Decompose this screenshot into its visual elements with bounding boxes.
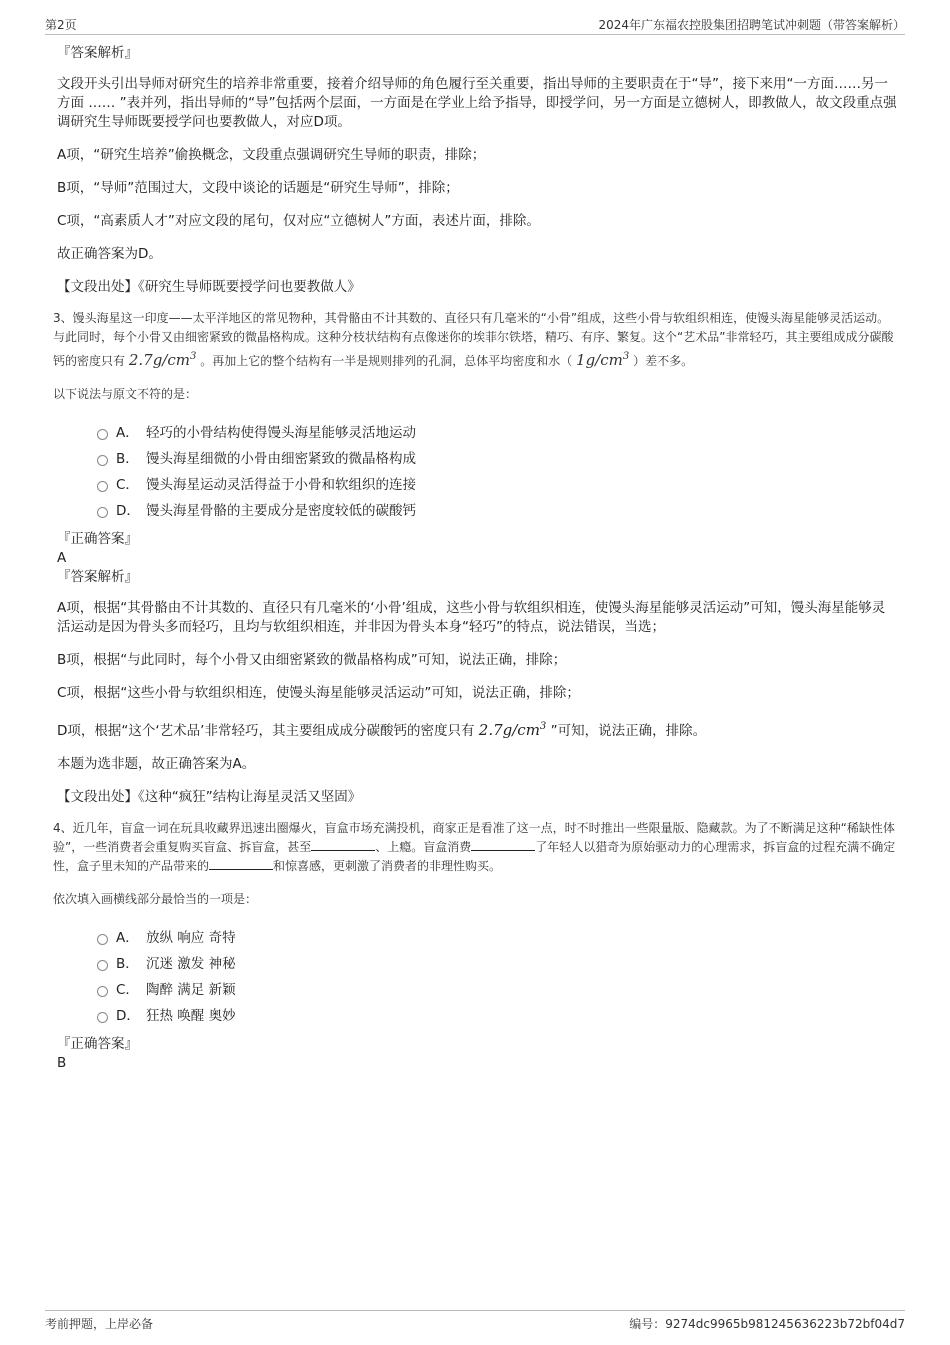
source-citation: 【文段出处】《研究生导师既要授学问也要教做人》 <box>57 279 361 295</box>
analysis-label: 『答案解析』 <box>57 569 138 585</box>
radio-icon[interactable] <box>97 507 108 518</box>
question-stem: 4、近几年，盲盒一词在玩具收藏界迅速出圈爆火，盲盒市场充满投机，商家正是看准了这一点，时不时推出一些限量版、隐藏款。为了不断满足这种“稀缺性体验”，一些消费者会重复购买盲盒、拆盲盒，甚至 、上瘾。盲盒消费 了年轻人以猎奇为原始驱动力的心理需求，拆盲盒的过程充满不确定性，盒子里未知的产品带来的 和惊喜感，更刺激了消费者的非理性购买。 <box>53 821 896 873</box>
analysis-option-c: C项，“高素质人才”对应文段的尾句，仅对应“立德树人”方面，表述片面，排除。 <box>57 213 540 229</box>
analysis-option-c: C项，根据“这些小骨与软组织相连，使馒头海星能够灵活运动”可知，说法正确，排除； <box>57 685 580 701</box>
document-code: 编号：9274dc9965b981245636223b72bf04d7 <box>629 1317 905 1331</box>
correct-answer-label: 『正确答案』 <box>57 1036 138 1052</box>
page-number: 第2页 <box>45 18 77 32</box>
radio-icon[interactable] <box>97 934 108 945</box>
option-a[interactable]: A． 放纵 响应 奇特 <box>97 923 898 949</box>
page-footer <box>45 1310 905 1333</box>
option-b[interactable]: B． 馒头海星细微的小骨由细密紧致的微晶格构成 <box>97 444 898 470</box>
document-title: 2024年广东福农控股集团招聘笔试冲刺题（带答案解析） <box>598 18 905 32</box>
fill-blank-3[interactable] <box>209 857 273 870</box>
option-d[interactable]: D． 馒头海星骨骼的主要成分是密度较低的碳酸钙 <box>97 496 898 522</box>
option-list <box>97 923 898 1027</box>
analysis-option-a: A项，“研究生培养”偷换概念，文段重点强调研究生导师的职责，排除； <box>57 147 486 163</box>
density-formula: $2.7g/cm^3$ <box>478 721 547 739</box>
radio-icon[interactable] <box>97 455 108 466</box>
analysis-label: 『答案解析』 <box>57 45 138 61</box>
question-prompt: 依次填入画横线部分最恰当的一项是： <box>53 892 258 906</box>
correct-answer: B <box>57 1055 67 1071</box>
density-formula: $2.7g/cm^3$ <box>128 351 197 369</box>
option-c[interactable]: C． 馒头海星运动灵活得益于小骨和软组织的连接 <box>97 470 898 496</box>
question-stem: 3、馒头海星这一印度——太平洋地区的常见物种，其骨骼由不计其数的、直径只有几毫米的“小骨”组成，这些小骨与软组织相连，使馒头海星能够灵活运动。与此同时，每个小骨又由细密紧致的微晶格构成。这种分枝状结构有点像迷你的埃菲尔铁塔，精巧、有序、繁复。这个“艺术品”非常轻巧，其主要组成成分碳酸钙的密度只有 $2.7g/cm^3$ 。再加上它的整个结构有一半是规则排列的孔洞，总体平均密度和水（ $1g/cm^3$ ）差不多。 <box>53 311 894 369</box>
analysis-option-b: B项，“导师”范围过大，文段中谈论的话题是“研究生导师”，排除； <box>57 180 459 196</box>
analysis-paragraph: 文段开头引出导师对研究生的培养非常重要，接着介绍导师的角色履行至关重要，指出导师的主要职责在于“导”，接下来用“一方面……另一方面 …… ”表并列，指出导师的“导”包括两个层面，一方面是在学业上给予指导，即授学问，另一方面是立德树人，即教做人，故文段重点强调研究生导师既要授学问也要教做人，对应D项。 <box>57 76 897 130</box>
analysis-option-d: D项，根据“这个‘艺术品’非常轻巧，其主要组成成分碳酸钙的密度只有 $2.7g/cm^3$ ”可知，说法正确，排除。 <box>57 721 707 739</box>
option-b[interactable]: B． 沉迷 激发 神秘 <box>97 949 898 975</box>
fill-blank-1[interactable] <box>311 838 375 851</box>
radio-icon[interactable] <box>97 429 108 440</box>
question-prompt: 以下说法与原文不符的是： <box>53 387 198 401</box>
radio-icon[interactable] <box>97 1012 108 1023</box>
density-formula: $1g/cm^3$ <box>576 351 630 369</box>
answer-conclusion: 本题为选非题，故正确答案为A。 <box>57 756 256 772</box>
correct-answer-label: 『正确答案』 <box>57 531 138 547</box>
fill-blank-2[interactable] <box>471 838 535 851</box>
answer-conclusion: 故正确答案为D。 <box>57 246 162 262</box>
correct-answer: A <box>57 550 67 566</box>
document-content <box>53 44 898 1073</box>
footer-slogan: 考前押题，上岸必备 <box>45 1317 154 1331</box>
option-d[interactable]: D． 狂热 唤醒 奥妙 <box>97 1001 898 1027</box>
option-list <box>97 418 898 522</box>
radio-icon[interactable] <box>97 960 108 971</box>
analysis-option-b: B项，根据“与此同时，每个小骨又由细密紧致的微晶格构成”可知，说法正确，排除； <box>57 652 567 668</box>
radio-icon[interactable] <box>97 986 108 997</box>
radio-icon[interactable] <box>97 481 108 492</box>
option-a[interactable]: A． 轻巧的小骨结构使得馒头海星能够灵活地运动 <box>97 418 898 444</box>
source-citation: 【文段出处】《这种“疯狂”结构让海星灵活又坚固》 <box>57 789 362 805</box>
analysis-option-a: A项，根据“其骨骼由不计其数的、直径只有几毫米的‘小骨’组成，这些小骨与软组织相连，使馒头海星能够灵活运动”可知，馒头海星能够灵活运动是因为骨头多而轻巧，且均与软组织相连，并非因为骨头本身“轻巧”的特点，说法错误，当选； <box>57 600 886 635</box>
option-c[interactable]: C． 陶醉 满足 新颖 <box>97 975 898 1001</box>
page-header <box>45 14 905 35</box>
